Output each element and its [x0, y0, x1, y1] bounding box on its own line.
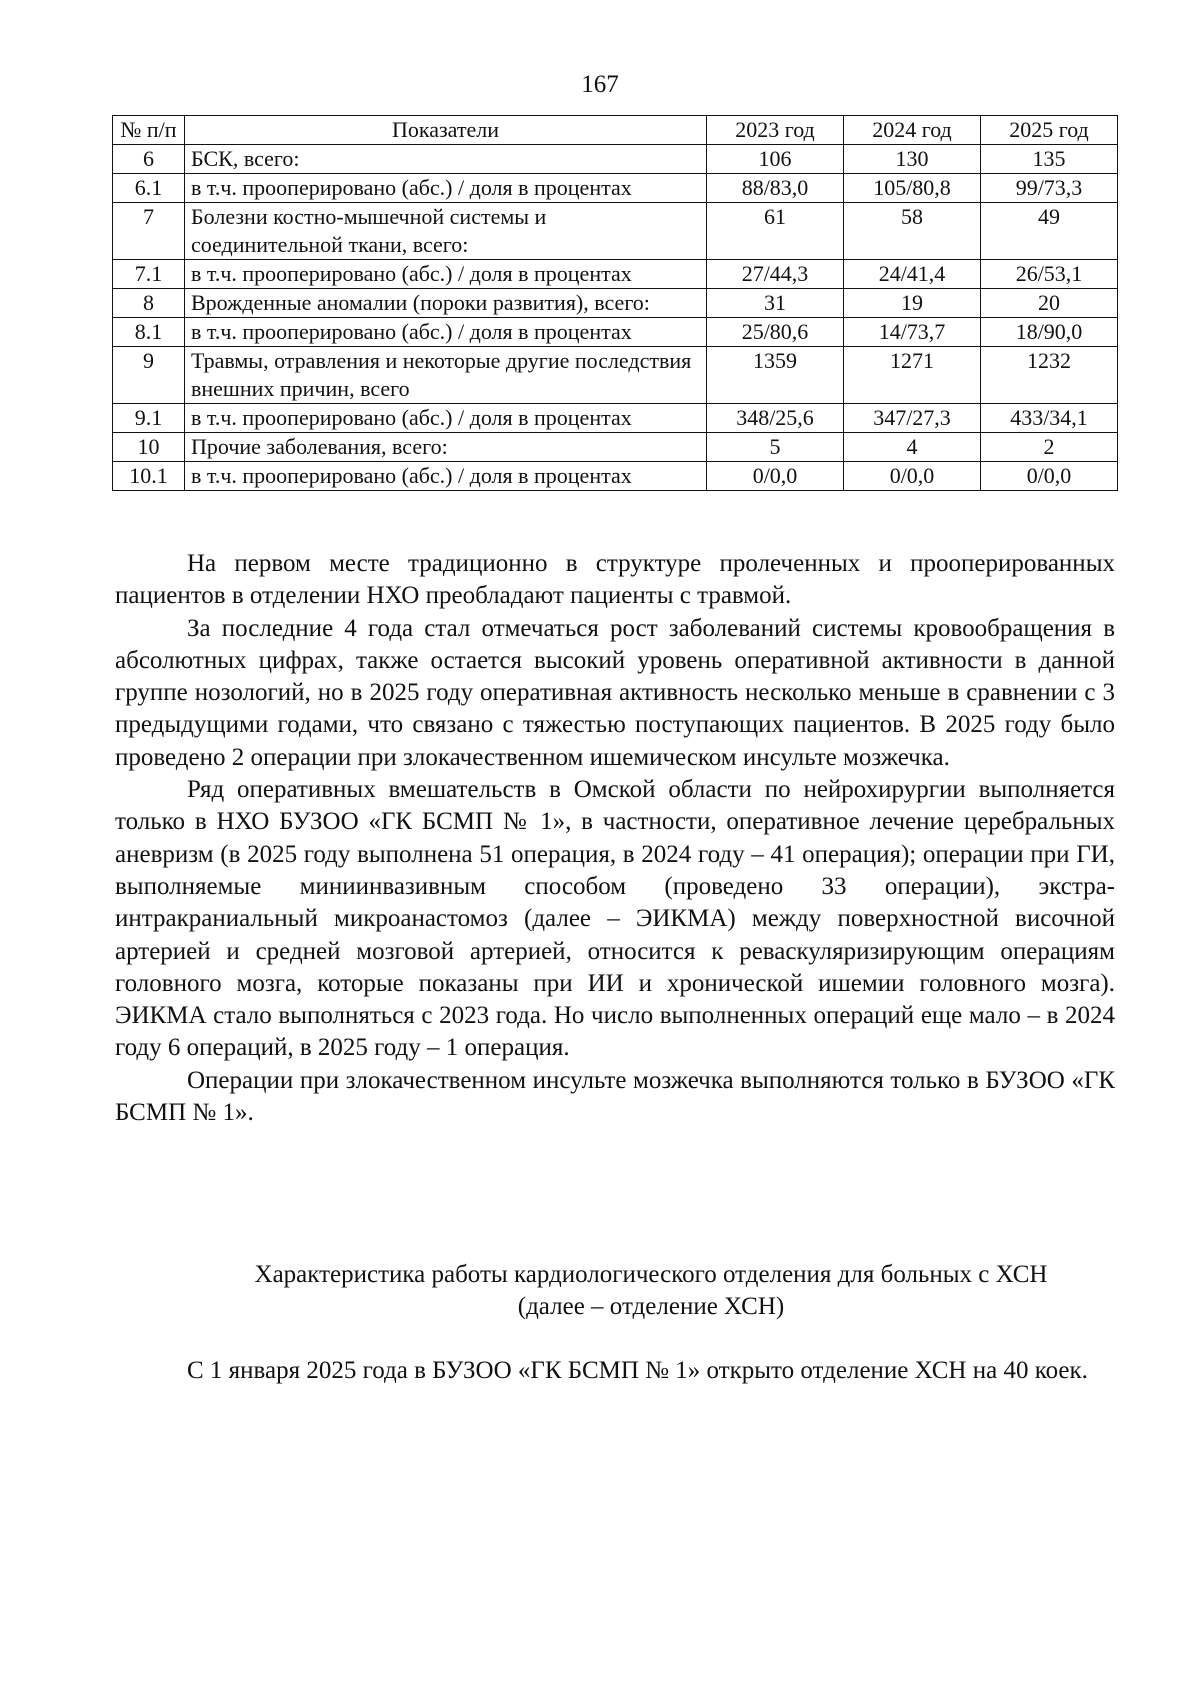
row-num: 6.1 [113, 174, 185, 203]
row-value-2023: 106 [707, 145, 844, 174]
row-value-2025: 433/34,1 [981, 404, 1118, 433]
table-row [113, 260, 1118, 289]
row-value-2024: 0/0,0 [844, 462, 981, 491]
row-value-2023: 27/44,3 [707, 260, 844, 289]
row-value-2023: 5 [707, 433, 844, 462]
header-2025: 2025 год [981, 116, 1118, 145]
row-value-2025: 99/73,3 [981, 174, 1118, 203]
header-num: № п/п [113, 116, 185, 145]
row-indicator: в т.ч. прооперировано (абс.) / доля в процентах [185, 462, 707, 491]
row-indicator: в т.ч. прооперировано (абс.) / доля в процентах [185, 174, 707, 203]
section-heading [115, 1259, 1115, 1323]
header-2023: 2023 год [707, 116, 844, 145]
header-indicator: Показатели [185, 116, 707, 145]
row-value-2024: 19 [844, 289, 981, 318]
table-row [113, 203, 1118, 260]
section-heading-line-2: (далее – отделение ХСН) [517, 1293, 785, 1320]
row-indicator: БСК, всего: [185, 145, 707, 174]
paragraph: Операции при злокачественном инсульте мозжечка выполняются только в БУЗОО «ГК БСМП № 1». [115, 1066, 1115, 1127]
table-header-row [113, 116, 1118, 145]
row-value-2023: 348/25,6 [707, 404, 844, 433]
row-value-2023: 31 [707, 289, 844, 318]
row-value-2024: 347/27,3 [844, 404, 981, 433]
row-value-2023: 61 [707, 203, 844, 260]
row-value-2025: 49 [981, 203, 1118, 260]
table-row [113, 462, 1118, 491]
row-num: 8 [113, 289, 185, 318]
paragraph: Ряд оперативных вмешательств в Омской области по нейрохирургии выполняется только в НХО БУЗОО «ГК БСМП № 1», в частности, оперативное лечение церебральных аневризм (в 2025 году выполнена 51 операция, в 2024 году – 41 операция); операции при ГИ, выполняемые миниинвазивным способом (проведено 33 операции), экстра-интракраниальный микроанастомоз (далее – ЭИКМА) между поверхностной височной артерией и средней мозговой артерией, относится к реваскуляризирующим операциям головного мозга, которые показаны при ИИ и хронической ишемии головного мозга). ЭИКМА стало выполняться с 2023 года. Но число выполненных операций еще мало – в 2024 году 6 операций, в 2025 году – 1 операция. [115, 776, 1115, 1062]
row-num: 10 [113, 433, 185, 462]
row-num: 7.1 [113, 260, 185, 289]
row-indicator: Травмы, отравления и некоторые другие последствия внешних причин, всего [185, 347, 707, 404]
row-value-2025: 135 [981, 145, 1118, 174]
indicators-table [112, 115, 1118, 491]
page-number: 167 [581, 71, 619, 98]
row-value-2025: 0/0,0 [981, 462, 1118, 491]
table-row [113, 145, 1118, 174]
table-row [113, 347, 1118, 404]
row-value-2025: 1232 [981, 347, 1118, 404]
body-text [115, 548, 1115, 1129]
final-text [115, 1355, 1115, 1387]
row-value-2024: 130 [844, 145, 981, 174]
row-value-2023: 0/0,0 [707, 462, 844, 491]
table-row [113, 174, 1118, 203]
row-value-2025: 18/90,0 [981, 318, 1118, 347]
table-row [113, 404, 1118, 433]
final-paragraph: С 1 января 2025 года в БУЗОО «ГК БСМП № 1» открыто отделение ХСН на 40 коек. [187, 1357, 1088, 1384]
row-indicator: Прочие заболевания, всего: [185, 433, 707, 462]
row-value-2024: 14/73,7 [844, 318, 981, 347]
section-heading-line-1: Характеристика работы кардиологического отделения для больных с ХСН [254, 1261, 1048, 1288]
row-num: 6 [113, 145, 185, 174]
row-num: 10.1 [113, 462, 185, 491]
row-indicator: Врожденные аномалии (пороки развития), всего: [185, 289, 707, 318]
row-num: 7 [113, 203, 185, 260]
row-value-2023: 25/80,6 [707, 318, 844, 347]
row-value-2024: 105/80,8 [844, 174, 981, 203]
table-row [113, 289, 1118, 318]
row-indicator: в т.ч. прооперировано (абс.) / доля в процентах [185, 318, 707, 347]
row-value-2024: 4 [844, 433, 981, 462]
row-value-2025: 26/53,1 [981, 260, 1118, 289]
row-num: 9 [113, 347, 185, 404]
table-row [113, 318, 1118, 347]
paragraph: За последние 4 года стал отмечаться рост заболеваний системы кровообращения в абсолютных цифрах, также остается высокий уровень оперативной активности в данной группе нозологий, но в 2025 году оперативная активность несколько меньше в сравнении с 3 предыдущими годами, что связано с тяжестью поступающих пациентов. В 2025 году было проведено 2 операции при злокачественном ишемическом инсульте мозжечка. [115, 614, 1115, 771]
row-value-2024: 24/41,4 [844, 260, 981, 289]
header-2024: 2024 год [844, 116, 981, 145]
row-value-2024: 58 [844, 203, 981, 260]
row-num: 9.1 [113, 404, 185, 433]
row-value-2025: 2 [981, 433, 1118, 462]
table-row [113, 433, 1118, 462]
row-num: 8.1 [113, 318, 185, 347]
row-indicator: в т.ч. прооперировано (абс.) / доля в процентах [185, 260, 707, 289]
row-value-2024: 1271 [844, 347, 981, 404]
paragraph: На первом месте традиционно в структуре пролеченных и прооперированных пациентов в отделении НХО преобладают пациенты с травмой. [115, 550, 1115, 610]
row-value-2023: 88/83,0 [707, 174, 844, 203]
row-indicator: Болезни костно-мышечной системы и соединительной ткани, всего: [185, 203, 707, 260]
row-value-2023: 1359 [707, 347, 844, 404]
row-value-2025: 20 [981, 289, 1118, 318]
row-indicator: в т.ч. прооперировано (абс.) / доля в процентах [185, 404, 707, 433]
